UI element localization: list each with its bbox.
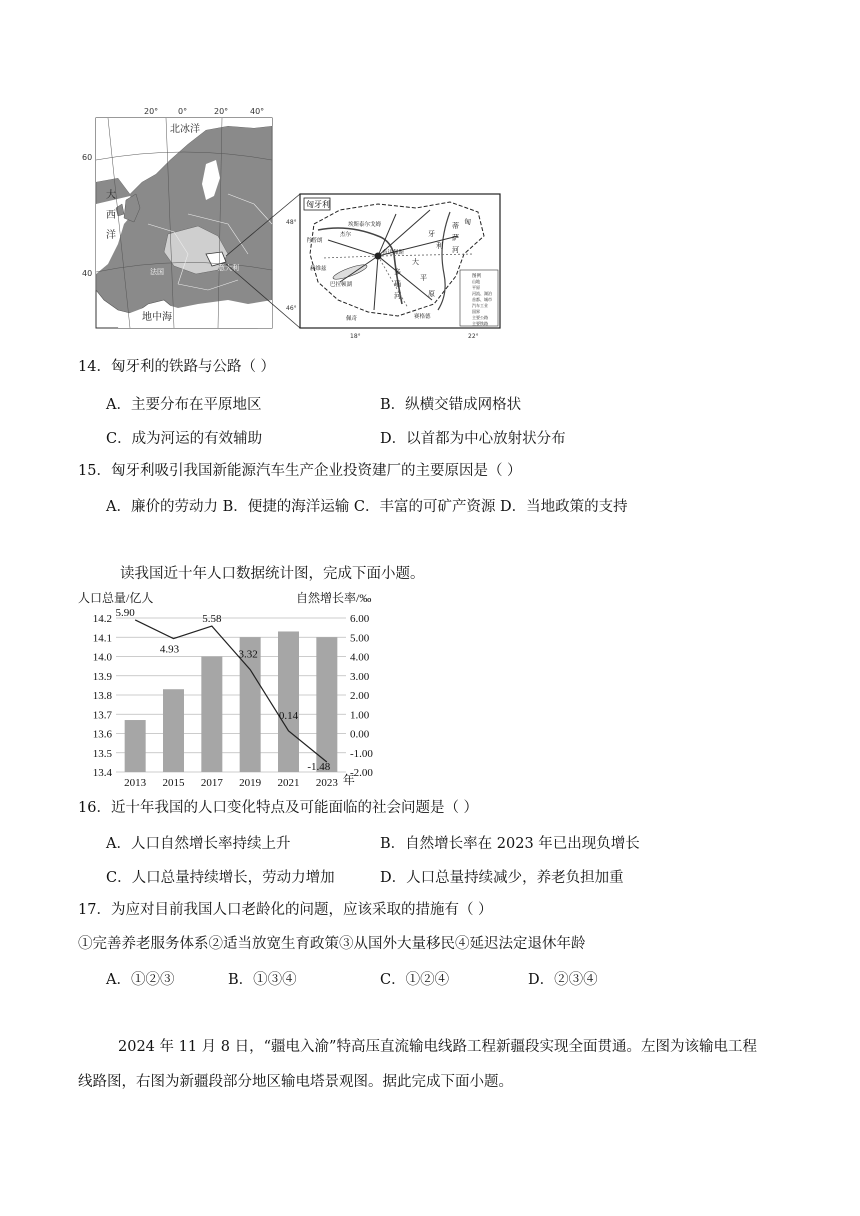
left-tick-label: 13.5 (92, 747, 112, 760)
lat-label-60: 60 (82, 153, 93, 162)
city-szeged: 赛格德 (414, 314, 431, 320)
city-gyor: 杰尔 (340, 232, 352, 238)
atlantic-label-3: 洋 (106, 230, 116, 241)
right-tick-label: -1.00 (350, 747, 373, 760)
right-tick-label: 0.00 (350, 728, 370, 741)
bar (125, 720, 146, 772)
q17-items: ①完善养老服务体系②适当放宽生育政策③从国外大量移民④延迟法定退休年龄 (78, 936, 586, 952)
plain-char-5: 平 (420, 274, 427, 282)
river-char-1: 多 (394, 268, 401, 276)
lon-label-4: 40° (250, 107, 265, 116)
europe-map (96, 118, 272, 328)
lead2-line1: 2024 年 11 月 8 日，“疆电入渝”特高压直流输电线路工程新疆段实现全面贯通。左图为该输电工程 (118, 1039, 757, 1055)
plain-char-1: 匈 (464, 218, 471, 226)
bar (278, 631, 299, 772)
data-label: 5.90 (115, 606, 135, 619)
data-label: 0.14 (278, 709, 299, 722)
q16-option-b[interactable]: B．自然增长率在 2023 年已出现负增长 (380, 836, 640, 852)
q15-options[interactable]: A．廉价的劳动力 B．便捷的海洋运输 C．丰富的可矿产资源 D．当地政策的支持 (106, 499, 628, 515)
legend-title: 图例 (472, 274, 481, 279)
lat-label-40: 40 (82, 269, 93, 278)
q16-option-c[interactable]: C．人口总量持续增长，劳动力增加 (106, 870, 335, 886)
left-tick-label: 14.0 (92, 651, 112, 664)
legend-city: 首都、城市 (472, 297, 492, 302)
q14-option-d[interactable]: D．以首都为中心放射状分布 (380, 431, 566, 447)
river-char-5: 萨 (452, 234, 459, 242)
inset-lon-18: 18° (350, 333, 361, 340)
q17-option-a[interactable]: A．①②③ (106, 972, 175, 988)
x-tick-label: 2013 (124, 777, 147, 789)
data-label: 3.32 (238, 648, 258, 661)
q17-option-c[interactable]: C．①②④ (380, 972, 450, 988)
q16-option-a[interactable]: A．人口自然增长率持续上升 (106, 836, 291, 852)
population-chart (74, 584, 394, 790)
plain-char-4: 大 (412, 258, 419, 266)
x-tick-label: 2021 (277, 777, 300, 789)
left-tick-label: 13.4 (92, 767, 112, 779)
q14-stem: 14．匈牙利的铁路与公路（ ） (78, 359, 276, 375)
data-label: 5.58 (202, 613, 222, 626)
lon-label-3: 20° (214, 107, 229, 116)
lon-label-1: 20° (144, 107, 159, 116)
data-label: -1.48 (307, 760, 331, 773)
right-tick-label: 4.00 (350, 651, 370, 664)
inset-title: 匈牙利 (306, 200, 330, 209)
plain-char-3: 利 (436, 242, 443, 250)
legend-river: 河流、湖泊 (472, 291, 492, 296)
city-sopron: 肖普朗 (306, 238, 323, 244)
q17-option-b[interactable]: B．①③④ (228, 972, 297, 988)
x-tick-label: 2023 (315, 777, 338, 789)
left-tick-label: 13.8 (92, 690, 112, 702)
atlantic-label-1: 大 (106, 190, 116, 201)
lon-label-2: 0° (178, 107, 188, 116)
q16-stem: 16．近十年我国的人口变化特点及可能面临的社会问题是（ ） (78, 800, 479, 816)
q14-option-b[interactable]: B．纵横交错成网格状 (380, 397, 522, 413)
bar (163, 689, 184, 772)
europe-hungary-map (78, 104, 508, 344)
right-tick-label: 6.00 (350, 613, 370, 625)
q16-option-d[interactable]: D．人口总量持续减少，养老负担加重 (380, 870, 624, 886)
right-tick-label: 3.00 (350, 670, 370, 683)
x-tick-label: 2019 (239, 777, 262, 789)
q15-stem: 15．匈牙利吸引我国新能源汽车生产企业投资建厂的主要原因是（ ） (78, 463, 522, 479)
left-tick-label: 14.1 (92, 632, 112, 645)
x-axis-suffix: 年 (342, 773, 355, 787)
right-tick-label: 1.00 (350, 709, 370, 722)
river-char-6: 河 (452, 246, 459, 254)
hungary-inset-map (300, 194, 500, 328)
city-heviz: 赫维兹 (310, 266, 327, 272)
legend-mountain: 山地 (472, 279, 480, 284)
right-axis-label: 自然增长率/‰ (296, 591, 372, 605)
italy-label: 意大利 (218, 264, 239, 272)
chart-lead-text: 读我国近十年人口数据统计图，完成下面小题。 (120, 566, 425, 582)
left-tick-label: 13.7 (92, 709, 112, 722)
inset-lat-48: 48° (286, 219, 297, 226)
legend-road: 主要公路 (472, 315, 488, 320)
plain-char-2: 牙 (428, 230, 435, 238)
right-tick-label: 5.00 (350, 632, 370, 645)
inset-lat-46: 46° (286, 305, 297, 312)
q14-option-c[interactable]: C．成为河运的有效辅助 (106, 431, 263, 447)
river-char-2: 瑙 (394, 280, 401, 288)
right-tick-label: -2.00 (350, 767, 373, 779)
q17-stem: 17．为应对目前我国人口老龄化的问题，应该采取的措施有（ ） (78, 902, 493, 918)
france-label: 法国 (150, 268, 164, 276)
inset-lon-22: 22° (468, 333, 479, 340)
arctic-ocean-label: 北冰洋 (170, 124, 200, 135)
legend-border: 国界 (472, 309, 480, 314)
legend-rail: 主要铁路 (472, 321, 488, 326)
plain-char-6: 原 (428, 290, 435, 298)
left-tick-label: 14.2 (92, 613, 112, 625)
q17-option-d[interactable]: D．②③④ (528, 972, 598, 988)
atlantic-label-2: 西 (106, 210, 116, 221)
q14-option-a[interactable]: A．主要分布在平原地区 (106, 397, 262, 413)
left-axis-label: 人口总量/亿人 (78, 591, 154, 605)
bar (316, 637, 337, 772)
city-esztergom: 埃斯泰尔戈姆 (348, 222, 382, 228)
river-char-3: 河 (394, 292, 401, 300)
data-label: 4.93 (159, 643, 180, 656)
x-tick-label: 2017 (200, 777, 223, 789)
mediterranean-label: 地中海 (142, 312, 172, 323)
river-char-4: 蒂 (452, 222, 459, 230)
lead2-line2: 线路图，右图为新疆段部分地区输电塔景观图。据此完成下面小题。 (78, 1074, 513, 1090)
north-label: 北 (142, 127, 152, 137)
city-budapest: 布达佩斯 (382, 250, 405, 256)
left-tick-label: 13.6 (92, 728, 112, 741)
legend-plain: 平原 (472, 285, 480, 290)
legend-auto: 汽车工业 (472, 303, 488, 308)
right-tick-label: 2.00 (350, 690, 370, 702)
left-tick-label: 13.9 (92, 670, 112, 683)
x-tick-label: 2015 (162, 777, 185, 789)
city-pecs: 佩奇 (346, 316, 358, 322)
lake-balaton: 巴拉顿湖 (330, 282, 353, 288)
bar (201, 657, 222, 773)
